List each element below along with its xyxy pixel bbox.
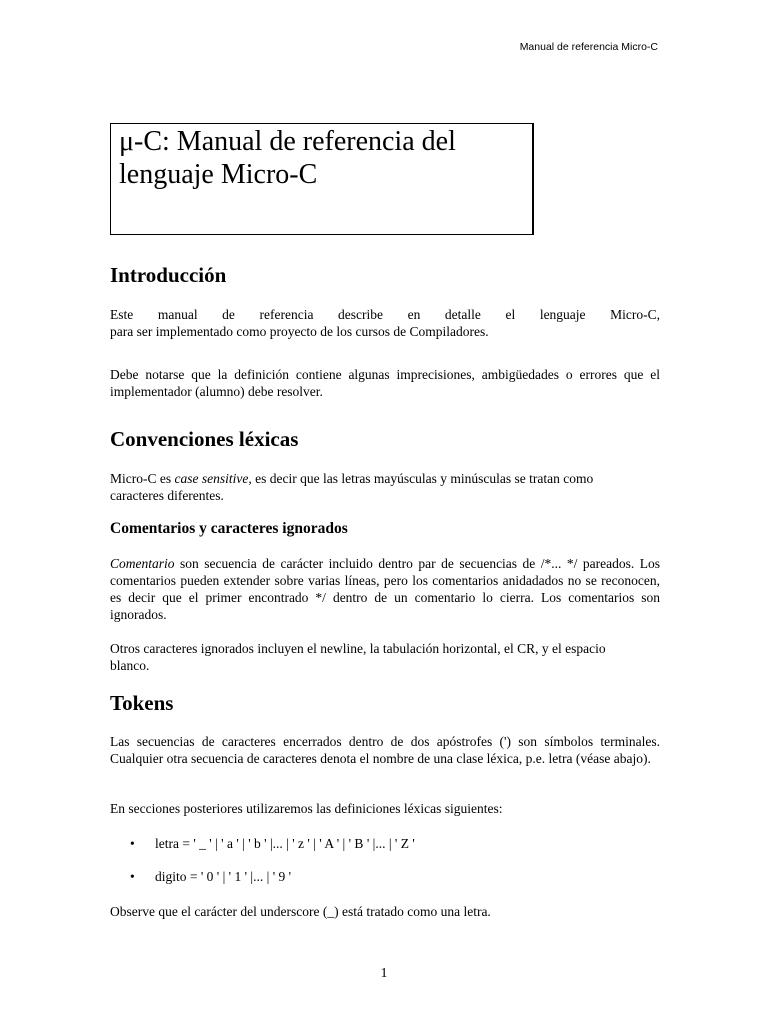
title-line-1: μ-C: Manual de referencia del bbox=[119, 126, 456, 157]
comments-text: son secuencia de carácter incluido dentro par de secuencias de /*... */ pareados. Los comentarios pueden extender sobre varias líneas, pero los comentarios anidadados no se reconocen, es decir que el primer encontrado */ dentro de un comentario lo cierra. Los comentarios son ignorados. bbox=[110, 556, 660, 622]
title-box bbox=[110, 123, 534, 235]
comentario-term: Comentario bbox=[110, 556, 175, 571]
intro-paragraph-1-line-2: para ser implementado como proyecto de los cursos de Compiladores. bbox=[110, 324, 489, 339]
document-title bbox=[119, 125, 524, 191]
heading-tokens: Tokens bbox=[110, 691, 174, 715]
comments-paragraph bbox=[110, 555, 660, 623]
lexical-p1-after: , es decir que las letras mayúsculas y minúsculas se tratan como caracteres diferentes. bbox=[110, 471, 594, 503]
bullet-letra: letra = ' _ ' | ' a ' | ' b ' |... | ' z ' | ' A ' | ' B ' |... | ' Z ' bbox=[155, 836, 415, 851]
bullet-icon: • bbox=[130, 836, 135, 851]
bullet-digito: digito = ' 0 ' | ' 1 ' |... | ' 9 ' bbox=[155, 869, 292, 884]
intro-paragraph-1-line-1: Este manual de referencia describe en detalle el lenguaje Micro-C, bbox=[110, 307, 660, 322]
running-header: Manual de referencia Micro-C bbox=[519, 41, 658, 53]
ignored-characters-paragraph: Otros caracteres ignorados incluyen el newline, la tabulación horizontal, el CR, y el espacio blanco. bbox=[110, 641, 606, 673]
intro-paragraph-2: Debe notarse que la definición contiene algunas imprecisiones, ambigüedades o errores que el implementador (alumno) debe resolver. bbox=[110, 367, 660, 399]
tokens-paragraph-2: En secciones posteriores utilizaremos las definiciones léxicas siguientes: bbox=[110, 801, 503, 816]
tokens-paragraph-3: Observe que el carácter del underscore (_) está tratado como una letra. bbox=[110, 904, 491, 919]
list-item bbox=[130, 835, 415, 852]
heading-convenciones-lexicas: Convenciones léxicas bbox=[110, 427, 299, 451]
title-line-2: lenguaje Micro-C bbox=[119, 159, 318, 190]
list-item bbox=[130, 868, 291, 885]
page-number: 1 bbox=[380, 966, 388, 981]
case-sensitive-term: case sensitive bbox=[174, 471, 249, 486]
lexical-p1-before: Micro-C es bbox=[110, 471, 175, 486]
heading-introduccion: Introducción bbox=[110, 263, 227, 287]
tokens-paragraph-1: Las secuencias de caracteres encerrados dentro de dos apóstrofes (') son símbolos terminales. Cualquier otra secuencia de caracteres denota el nombre de una clase léxica, p.e. letra (véase abajo). bbox=[110, 734, 660, 766]
heading-comentarios: Comentarios y caracteres ignorados bbox=[110, 520, 348, 537]
lexical-paragraph-1 bbox=[110, 470, 640, 504]
bullet-icon: • bbox=[130, 869, 135, 884]
